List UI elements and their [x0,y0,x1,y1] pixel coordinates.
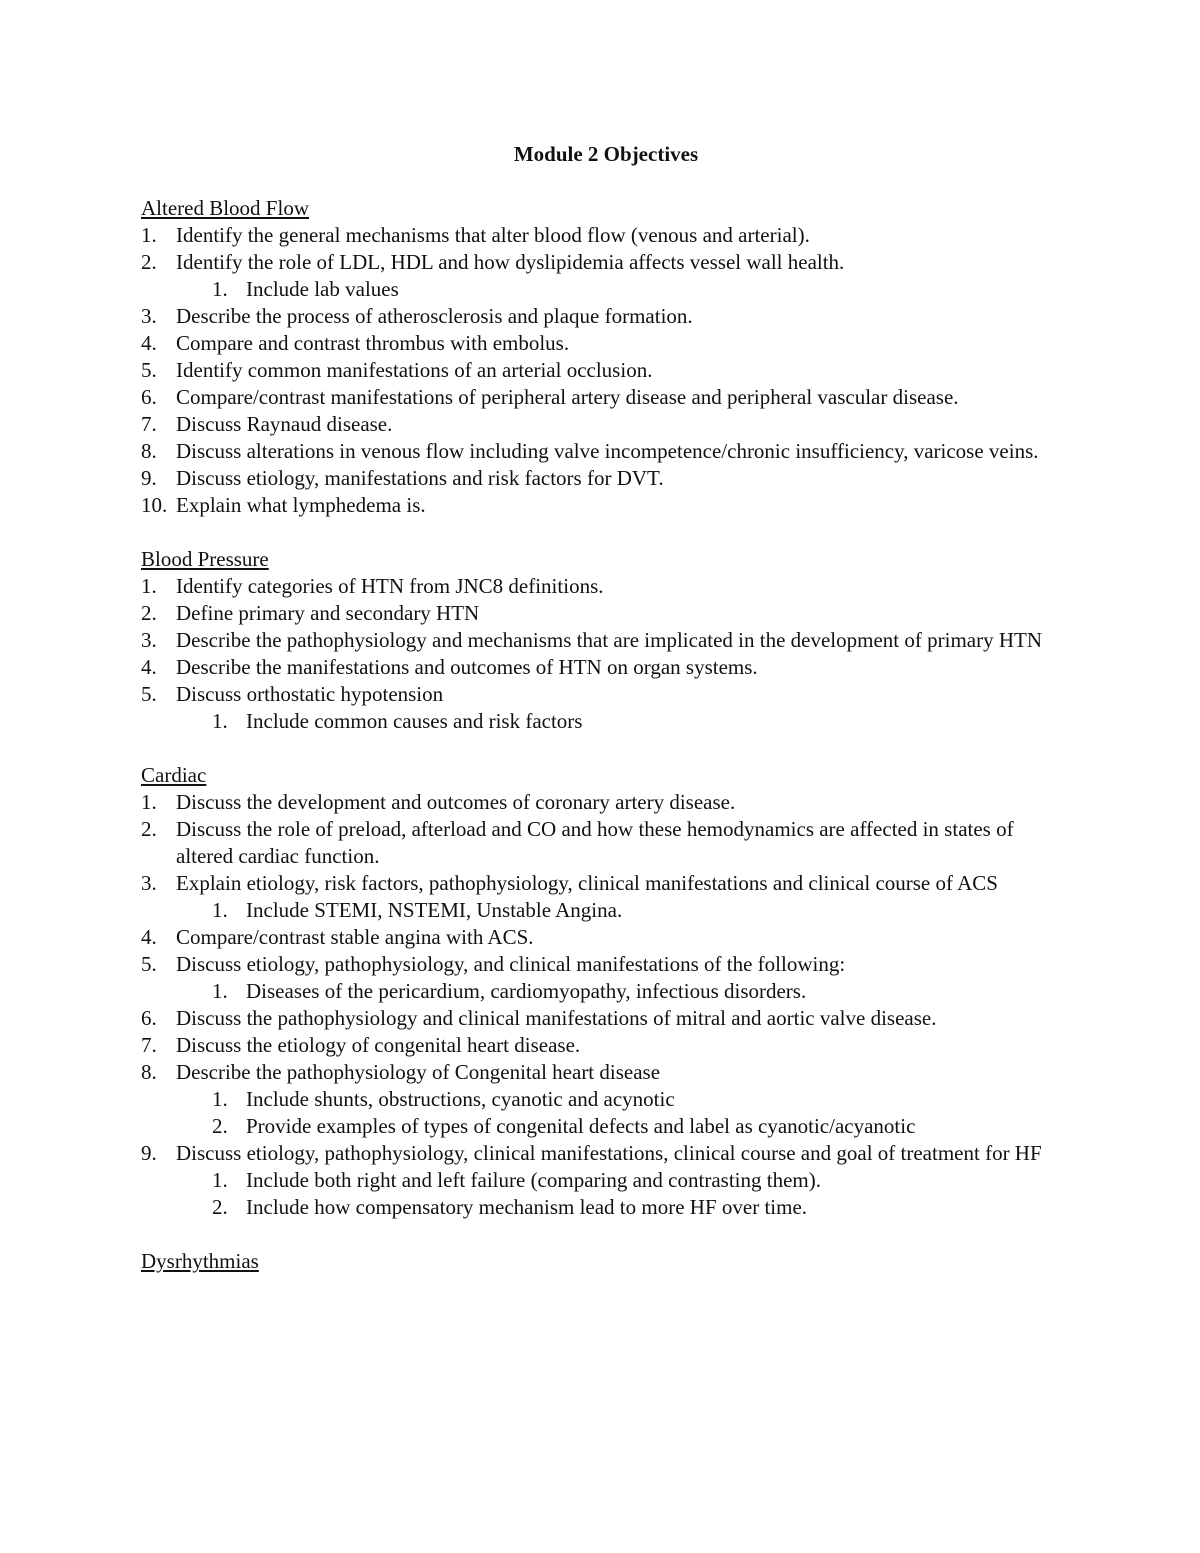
sub-objective-number: 1. [212,1087,228,1111]
objective-number: 3. [141,871,157,895]
objective-number: 8. [141,1060,157,1084]
section-heading: Cardiac [141,763,207,787]
sub-objective-item [141,897,1071,924]
sub-objective-number: 1. [212,1168,228,1192]
objective-number: 5. [141,952,157,976]
objective-list [141,573,1071,735]
objective-item [141,303,1071,330]
objective-text: Identify common manifestations of an arterial occlusion. [176,358,653,382]
objective-number: 9. [141,466,157,490]
objectives-sections [141,195,1071,1275]
objective-text: Identify the role of LDL, HDL and how dyslipidemia affects vessel wall health. [176,250,845,274]
objective-item [141,681,1071,708]
sub-objective-number: 2. [212,1114,228,1138]
objective-number: 8. [141,439,157,463]
objective-item [141,1005,1071,1032]
objective-number: 2. [141,601,157,625]
section-heading: Dysrhythmias [141,1249,259,1273]
section-spacer [141,735,1071,762]
objective-text: Discuss etiology, manifestations and risk factors for DVT. [176,466,664,490]
objective-number: 6. [141,1006,157,1030]
objective-number: 6. [141,385,157,409]
objective-item [141,492,1071,519]
objective-number: 2. [141,250,157,274]
objective-list [141,222,1071,519]
sub-objective-number: 1. [212,709,228,733]
sub-objective-text: Diseases of the pericardium, cardiomyopathy, infectious disorders. [246,979,807,1003]
objective-text: Discuss the development and outcomes of coronary artery disease. [176,790,736,814]
objective-number: 4. [141,655,157,679]
objective-number: 1. [141,574,157,598]
sub-objective-item [141,708,1071,735]
objective-item [141,870,1071,897]
sub-objective-text: Include common causes and risk factors [246,709,583,733]
sub-objective-number: 1. [212,979,228,1003]
section-heading: Blood Pressure [141,547,269,571]
objective-number: 1. [141,790,157,814]
objective-number: 3. [141,628,157,652]
sub-objective-item [141,276,1071,303]
objective-text: Describe the process of atherosclerosis and plaque formation. [176,304,693,328]
objective-text: Discuss the pathophysiology and clinical manifestations of mitral and aortic valve disease. [176,1006,937,1030]
objective-number: 5. [141,358,157,382]
objective-number: 7. [141,412,157,436]
section-spacer [141,519,1071,546]
objective-number: 3. [141,304,157,328]
objective-text: Discuss etiology, pathophysiology, and clinical manifestations of the following: [176,952,846,976]
objective-section [141,546,1071,735]
document-title: Module 2 Objectives [513,142,699,166]
objective-text: Explain what lymphedema is. [176,493,426,517]
objective-item [141,249,1071,276]
objective-text: Describe the manifestations and outcomes of HTN on organ systems. [176,655,758,679]
section-heading: Altered Blood Flow [141,196,309,220]
objective-number: 1. [141,223,157,247]
objective-item [141,357,1071,384]
sub-objective-text: Include STEMI, NSTEMI, Unstable Angina. [246,898,623,922]
objective-item [141,465,1071,492]
sub-objective-item [141,1113,1071,1140]
objective-section [141,762,1071,1221]
objective-text: Discuss the role of preload, afterload and CO and how these hemodynamics are affected in states of altered cardiac function. [176,817,1014,868]
objective-item [141,1059,1071,1086]
sub-objective-item [141,1086,1071,1113]
objective-item [141,627,1071,654]
objective-item [141,573,1071,600]
objective-text: Discuss Raynaud disease. [176,412,393,436]
sub-objective-list [141,1167,1071,1221]
sub-objective-list [141,978,1071,1005]
objective-text: Compare/contrast manifestations of peripheral artery disease and peripheral vascular disease. [176,385,959,409]
objective-item [141,330,1071,357]
objective-number: 4. [141,331,157,355]
objective-text: Discuss the etiology of congenital heart disease. [176,1033,581,1057]
objective-text: Compare and contrast thrombus with embolus. [176,331,570,355]
objective-text: Discuss orthostatic hypotension [176,682,444,706]
objective-item [141,654,1071,681]
objective-text: Identify categories of HTN from JNC8 definitions. [176,574,604,598]
sub-objective-text: Include how compensatory mechanism lead to more HF over time. [246,1195,808,1219]
sub-objective-item [141,978,1071,1005]
objective-item [141,438,1071,465]
objective-text: Define primary and secondary HTN [176,601,480,625]
objective-number: 7. [141,1033,157,1057]
objective-item [141,951,1071,978]
objective-item [141,411,1071,438]
objective-number: 9. [141,1141,157,1165]
objective-item [141,222,1071,249]
objective-text: Discuss etiology, pathophysiology, clinical manifestations, clinical course and goal of treatment for HF [176,1141,1042,1165]
objective-list [141,789,1071,1221]
objective-text: Describe the pathophysiology of Congenital heart disease [176,1060,661,1084]
objective-item [141,789,1071,816]
objective-text: Identify the general mechanisms that alter blood flow (venous and arterial). [176,223,810,247]
sub-objective-list [141,708,1071,735]
objective-number: 4. [141,925,157,949]
sub-objective-item [141,1194,1071,1221]
objective-item [141,816,1071,870]
sub-objective-list [141,1086,1071,1140]
section-spacer [141,1221,1071,1248]
objective-text: Describe the pathophysiology and mechanisms that are implicated in the development of primary HTN [176,628,1043,652]
objective-item [141,384,1071,411]
objective-text: Explain etiology, risk factors, pathophysiology, clinical manifestations and clinical course of ACS [176,871,998,895]
sub-objective-number: 1. [212,898,228,922]
sub-objective-text: Include shunts, obstructions, cyanotic and acynotic [246,1087,675,1111]
objective-text: Compare/contrast stable angina with ACS. [176,925,534,949]
objective-number: 10. [141,493,168,517]
objective-text: Discuss alterations in venous flow including valve incompetence/chronic insufficiency, varicose veins. [176,439,1039,463]
document-page [141,141,1071,1275]
objective-item [141,1140,1071,1167]
objective-item [141,924,1071,951]
objective-number: 2. [141,817,157,841]
objective-section [141,195,1071,519]
objective-section [141,1248,1071,1275]
sub-objective-text: Include both right and left failure (comparing and contrasting them). [246,1168,821,1192]
sub-objective-item [141,1167,1071,1194]
sub-objective-list [141,276,1071,303]
objective-item [141,600,1071,627]
sub-objective-number: 2. [212,1195,228,1219]
sub-objective-list [141,897,1071,924]
objective-number: 5. [141,682,157,706]
sub-objective-number: 1. [212,277,228,301]
objective-item [141,1032,1071,1059]
sub-objective-text: Provide examples of types of congenital defects and label as cyanotic/acyanotic [246,1114,916,1138]
sub-objective-text: Include lab values [246,277,399,301]
